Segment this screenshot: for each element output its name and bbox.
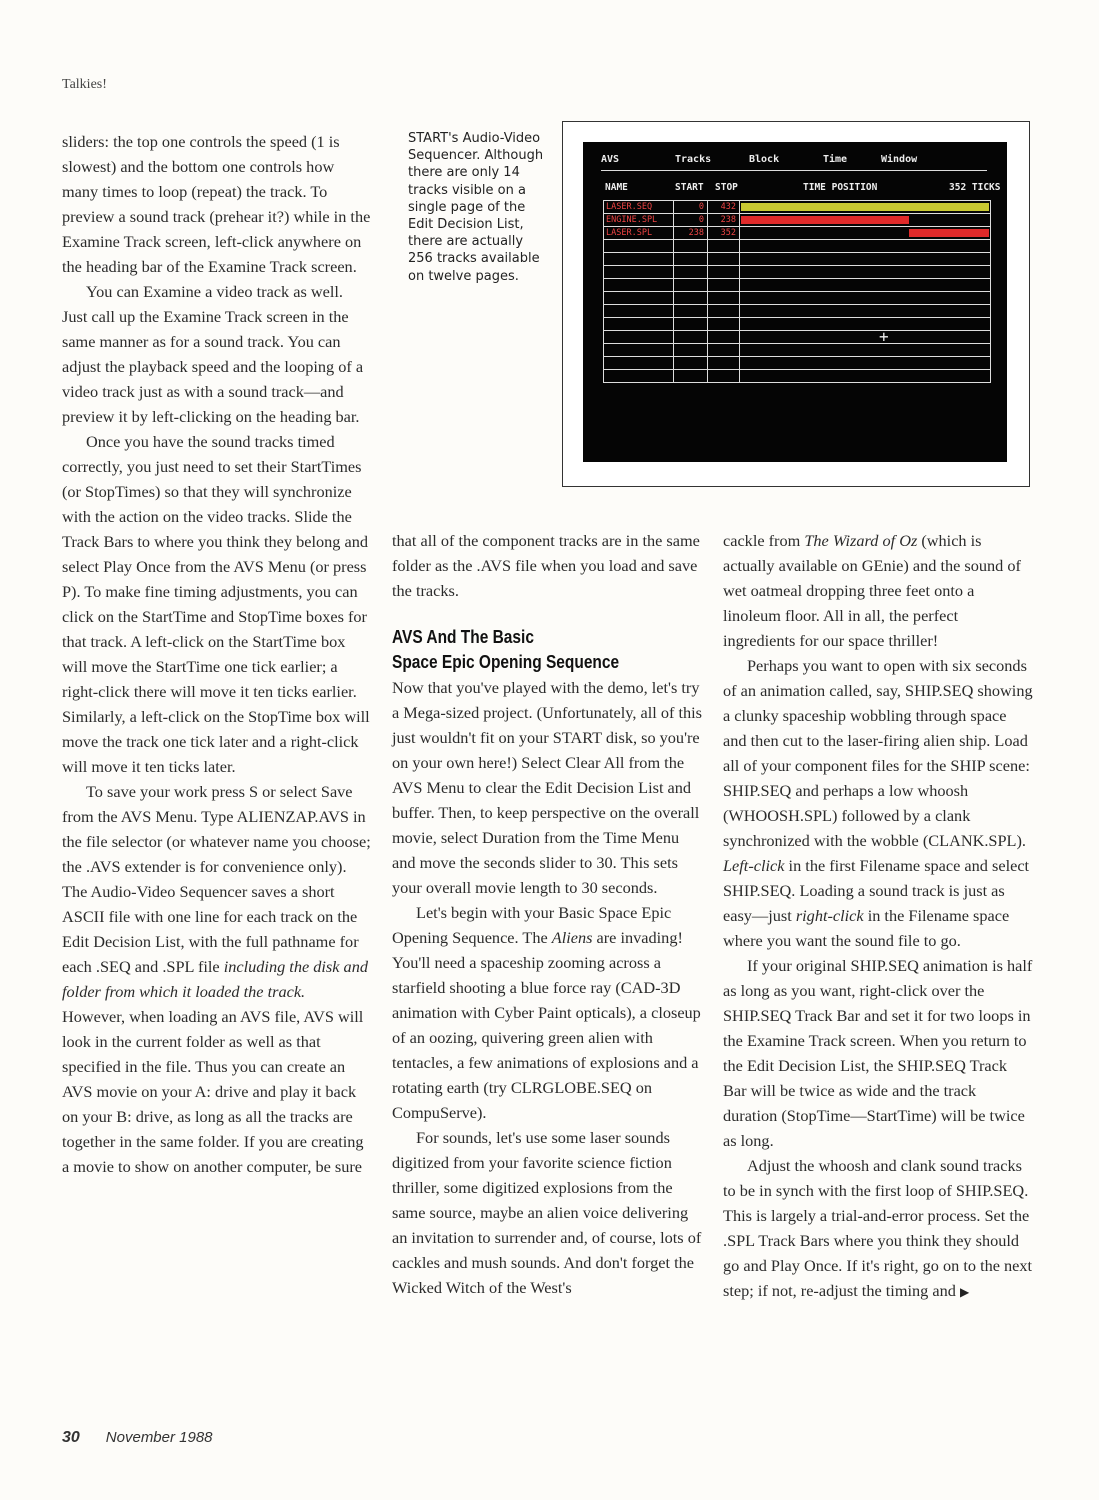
track-row[interactable] [603,265,991,278]
track-cell[interactable] [739,253,991,265]
track-cell[interactable]: 0 [673,201,707,213]
text-run: (which is actually available on GEnie) and the sound of wet oatmeal dropping three feet onto a linoleum floor. All in all, the perfect ingredients for our space thriller! [723,531,1021,650]
track-row[interactable] [603,304,991,317]
header-stop: STOP [715,182,738,193]
avs-screen [583,142,1007,462]
track-cell[interactable] [603,357,673,369]
paragraph: You can Examine a video track as well. Just call up the Examine Track screen in the same manner as for a sound track. You can adjust the playback speed and the looping of a video track just as with a sound track—and preview it by left-clicking on the heading bar. [62,282,364,426]
track-cell[interactable] [707,305,739,317]
track-cell[interactable] [673,305,707,317]
text-run: in the first Filename space and select SHIP.SEQ. Loading a sound track is just as easy—just [723,856,1030,925]
track-row[interactable] [603,291,991,304]
italic-text: including the disk and folder from which it loaded the track. [62,957,368,1001]
paragraph: Now that you've played with the demo, let's try a Mega-sized project. (Unfortunately, all of this just wouldn't fit on your START disk, so you're on your own here!) Select Clear All from the AVS Menu to clear the Edit Decision List and buffer. Then, to keep perspective on the overall movie, select Duration from the Time Menu and move the seconds slider to 30. This sets your overall movie length to 30 seconds. [392,678,702,897]
track-cell[interactable] [673,357,707,369]
track-cell[interactable] [707,331,739,343]
header-name: NAME [605,182,628,193]
track-cell[interactable]: 0 [673,214,707,226]
text-run: However, when loading an AVS file, AVS will look in the current folder as well as that specified in the file. Thus you can create an AVS movie on your A: drive and play it back on your B: drive, as long as all the tracks are together in the same folder. If you are creating a movie to show on another computer, be sure [62,1007,364,1176]
column-2 [392,528,704,1300]
track-cell[interactable] [739,331,991,343]
track-cell[interactable] [603,331,673,343]
text-run: Adjust the whoosh and clank sound tracks to be in synch with the first loop of SHIP.SEQ. This is largely a trial-and-error process. Set the .SPL Track Bars where you think they should go and Play Once. If it's right, go on to the next step; if not, re-adjust the timing and [723,1156,1033,1300]
paragraph: For sounds, let's use some laser sounds digitized from your favorite science fiction thriller, some digitized explosions from the same source, maybe an alien voice delivering an invitation to surrender and, of course, lots of cackles and mush sounds. And don't forget the Wicked Witch of the West's [392,1128,702,1297]
track-cell[interactable] [673,240,707,252]
track-cell[interactable]: 432 [707,201,739,213]
track-row[interactable] [603,356,991,369]
track-row[interactable] [603,369,991,382]
track-cell[interactable] [739,240,991,252]
track-cell[interactable]: 238 [673,227,707,239]
track-cell[interactable] [739,318,991,330]
track-cell[interactable] [739,370,991,382]
track-cell[interactable] [707,292,739,304]
paragraph: sliders: the top one controls the speed (1 is slowest) and the bottom one controls how many times to loop (repeat) the track. To preview a sound track (prehear it?) while in the Examine Track screen, left-click anywhere on the heading bar of the Examine Track screen. [62,132,371,276]
track-row[interactable] [603,200,991,213]
text-run: are invading! You'll need a spaceship zooming across a starfield shooting a blue force ray (CAD-3D animation with Cyber Paint opticals), a closeup of an oozing, quivering green alien with tentacles, a few animations of explosions and a rotating earth (try CLRGLOBE.SEQ on CompuServe). [392,928,701,1122]
track-row[interactable] [603,252,991,265]
continue-arrow-icon: ▶ [959,1285,970,1299]
track-cell[interactable] [673,266,707,278]
track-cell[interactable] [739,266,991,278]
paragraph [723,1153,1033,1305]
track-row[interactable] [603,330,991,343]
track-row[interactable] [603,343,991,356]
track-bar[interactable] [741,203,989,211]
track-cell[interactable] [603,266,673,278]
paragraph: that all of the component tracks are in the same folder as the .AVS file when you load and save the tracks. [392,531,700,600]
track-cell[interactable] [707,318,739,330]
track-cell[interactable] [739,357,991,369]
paragraph: If your original SHIP.SEQ animation is half as long as you want, right-click over the SHIP.SEQ Track Bar and set it for two loops in the Examine Track screen. When you return to the Edit Decision List, the SHIP.SEQ Track Bar will be twice as wide and the track duration (StopTime—StartTime) will be twice as long. [723,956,1033,1150]
track-cell[interactable] [603,253,673,265]
track-cell[interactable] [673,318,707,330]
menu-block: Block [749,154,780,165]
header-start: START [675,182,704,193]
track-cell[interactable] [603,344,673,356]
track-row[interactable] [603,278,991,291]
track-cell[interactable]: LASER.SPL [603,227,673,239]
track-cell[interactable] [673,279,707,291]
track-cell[interactable] [739,305,991,317]
track-cell[interactable] [739,279,991,291]
page-number: 30 [62,1429,80,1446]
track-row[interactable] [603,213,991,226]
track-cell[interactable] [603,292,673,304]
track-cell[interactable] [707,344,739,356]
track-bar[interactable] [741,216,909,224]
section-heading [392,625,660,675]
track-cell[interactable] [673,253,707,265]
paragraph: Once you have the sound tracks timed correctly, you just need to set their StartTimes (or StopTimes) so that they will synchronize with the action on the video tracks. Slide the Track Bars to where you think they belong and select Play Once from the AVS Menu (or press P). To make fine timing adjustments, you can click on the StartTime and StopTime boxes for that track. A left-click on the StartTime box will move the StartTime one tick earlier; a right-click there will move it ten ticks earlier. Similarly, a left-click on the StopTime box will move the track one tick later and a right-click will move it ten ticks later. [62,432,370,776]
section-tag: Talkies! [62,77,107,92]
menu-time: Time [823,154,848,165]
avs-menu-bar [601,154,987,171]
track-cell[interactable]: LASER.SEQ [603,201,673,213]
track-cell[interactable] [673,370,707,382]
track-cell[interactable] [707,253,739,265]
track-cell[interactable] [603,318,673,330]
menu-avs: AVS [601,154,620,165]
italic-text: The Wizard of Oz [804,531,918,550]
track-cell[interactable] [707,370,739,382]
italic-text: Left-click [723,856,785,875]
menu-tracks: Tracks [675,154,712,165]
track-cell[interactable] [739,292,991,304]
menu-window: Window [881,154,918,165]
track-cell[interactable] [673,292,707,304]
track-row[interactable] [603,239,991,252]
italic-text: Aliens [551,928,593,947]
issue-date: November 1988 [105,1429,213,1446]
column-1 [62,129,372,1179]
paragraph [62,779,372,1179]
track-row[interactable] [603,317,991,330]
track-cell[interactable] [603,305,673,317]
header-time-position: TIME POSITION [803,182,878,193]
paragraph [392,900,704,1125]
track-cell[interactable] [603,240,673,252]
track-cell[interactable] [603,279,673,291]
text-run: Let's begin with your Basic Space Epic Opening Sequence. The [392,903,672,947]
track-cell[interactable] [707,279,739,291]
track-cell[interactable]: 238 [707,214,739,226]
track-cell[interactable] [707,266,739,278]
track-cell[interactable] [673,344,707,356]
figure-caption: START's Audio-Video Sequencer. Although there are only 14 tracks visible on a single page of the Edit Decision List, there are actually 256 tracks available on twelve pages. [408,131,544,284]
grid-bottom-line [603,382,991,384]
paragraph [723,653,1033,953]
page-footer [62,1429,213,1447]
track-cell[interactable]: ENGINE.SPL [603,214,673,226]
text-run: cackle from [723,531,805,550]
track-cell[interactable] [707,240,739,252]
track-bar[interactable] [909,229,989,237]
track-cell[interactable] [603,370,673,382]
track-row[interactable] [603,226,991,239]
text-run: To save your work press S or select Save from the AVS Menu. Type ALIENZAP.AVS in the file selector (or whatever name you choose; the .AVS extender is for convenience only). The Audio-Video Sequencer saves a short ASCII file with one line for each track on the Edit Decision List, with the full pathname for each .SEQ and .SPL file [62,782,371,976]
heading-line-1: AVS And The Basic [392,627,534,647]
text-run: in the Filename space where you want the sound file to go. [723,906,1010,950]
figure-screenshot [562,121,1030,487]
track-cell[interactable] [673,331,707,343]
paragraph [723,528,1033,653]
track-cell[interactable] [707,357,739,369]
italic-text: right-click [795,906,864,925]
heading-line-2: Space Epic Opening Sequence [392,652,620,672]
column-3 [723,528,1033,1305]
text-run: Perhaps you want to open with six seconds of an animation called, say, SHIP.SEQ showing a clunky spaceship wobbling through space and then cut to the laser-firing alien ship. Load all of your component files for the SHIP scene: SHIP.SEQ and perhaps a low whoosh (WHOOSH.SPL) followed by a clank synchronized with the wobble (CLANK.SPL). [723,656,1033,850]
header-ticks: 352 TICKS [949,182,1001,193]
track-cell[interactable] [739,344,991,356]
track-cell[interactable]: 352 [707,227,739,239]
crosshair-cursor-icon: + [879,327,889,346]
